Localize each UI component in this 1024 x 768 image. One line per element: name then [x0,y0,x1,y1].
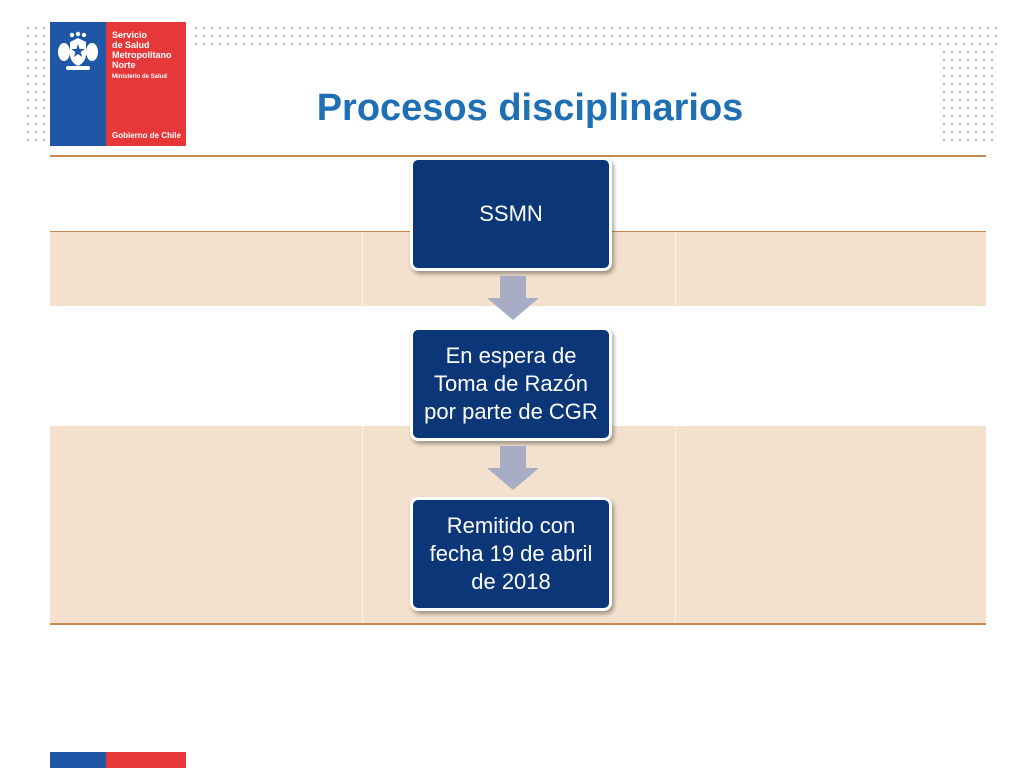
column-divider [675,232,676,624]
logo-line: Metropolitano [112,50,172,60]
dot-pattern-left [24,24,46,144]
flow-step-ssmn: SSMN [410,157,612,271]
page-title: Procesos disciplinarios [316,87,744,129]
flow-step-remitido: Remitido con fecha 19 de abril de 2018 [410,497,612,611]
footer-blue-bar [50,752,106,768]
down-arrow-icon [487,446,539,492]
flow-step-toma-de-razon: En espera de Toma de Razón por parte de CGR [410,327,612,441]
dot-pattern-right [940,48,996,144]
rule-bottom [50,623,986,625]
dot-pattern-top [192,24,1000,48]
logo-org-name [112,30,184,70]
column-divider [362,232,363,624]
logo-ministry: Ministerio de Salud [112,74,168,80]
ssmn-logo [50,22,186,146]
chile-coat-of-arms-icon [56,30,100,74]
footer-red-bar [106,752,186,768]
logo-gobierno: Gobierno de Chile [112,131,181,140]
down-arrow-icon [487,276,539,322]
logo-line: Servicio [112,30,148,40]
logo-line: Norte [112,60,136,70]
logo-line: de Salud [112,40,150,50]
